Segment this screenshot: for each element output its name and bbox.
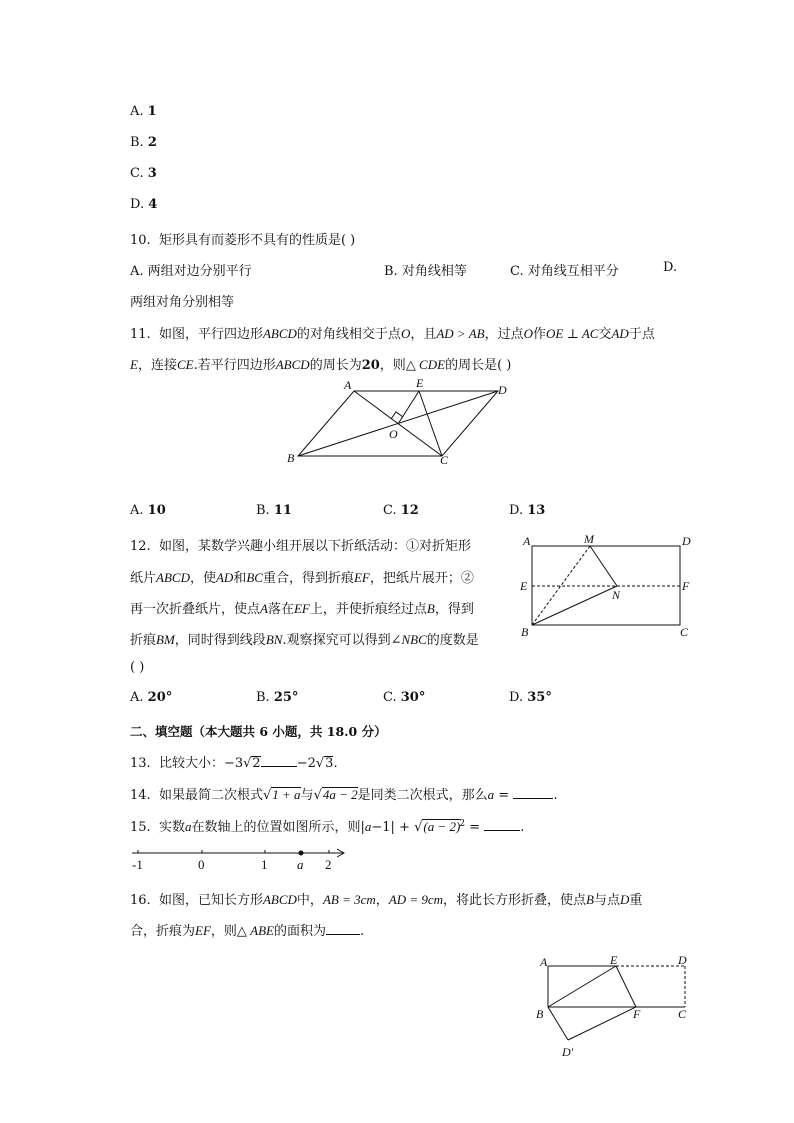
q12-label-d: D (682, 534, 691, 548)
q11-option-b: B. 11 (256, 503, 292, 518)
q13-answer-blank[interactable] (261, 754, 297, 767)
q12-label-a: A (523, 534, 531, 548)
q12-line1: 12. 如图，某数学兴趣小组开展以下折纸活动：①对折矩形 (130, 539, 471, 554)
q16-fold-figure (530, 950, 700, 1065)
q15-tick-label-0: 0 (198, 857, 205, 872)
sqrt-symbol: √ (262, 788, 272, 803)
sqrt-symbol: √ (243, 756, 252, 771)
q11-option-a: A. 10 (130, 503, 166, 518)
q10-option-d-text: 两组对角分别相等 (130, 295, 235, 310)
q12-label-e: E (520, 579, 528, 593)
q11-label-o: O (389, 427, 398, 441)
q12-label-m: M (584, 532, 594, 546)
q14-answer-blank[interactable] (513, 786, 553, 799)
q12-label-b: B (521, 625, 529, 639)
q11-parallelogram-figure (280, 372, 520, 472)
q10-option-d-letter: D. (663, 260, 678, 275)
q12-label-n: N (612, 588, 621, 602)
section2-title: 二、填空题（本大题共 6 小题，共 18.0 分） (130, 724, 387, 739)
q11-label-b: B (287, 451, 295, 465)
q9-option-b: B. 2 (130, 135, 157, 150)
q12-line5: ( ) (130, 660, 145, 675)
q16-label-a: A (540, 955, 548, 969)
sqrt-symbol: √ (414, 820, 423, 835)
q15-tick-label-neg1: -1 (132, 857, 143, 872)
q11-label-a: A (344, 378, 352, 392)
sqrt-symbol: √ (313, 788, 322, 803)
q15-tick-label-2: 2 (325, 857, 332, 872)
q12-fold-figure (515, 530, 700, 642)
q11-stem-line2: E，连接CE.若平行四边形ABCD的周长为20，则△ CDE的周长是( ) (130, 357, 512, 373)
q10-option-c: C. 对角线互相平分 (510, 264, 619, 279)
q15-answer-blank[interactable] (484, 818, 520, 831)
q12-line3: 再一次折叠纸片，使点A落在EF上，并使折痕经过点B，得到 (130, 601, 474, 617)
q9-option-a: A. 1 (130, 104, 157, 119)
q11-option-c: C. 12 (383, 503, 419, 518)
q16-label-dprime: D′ (562, 1045, 574, 1059)
q16-label-f: F (633, 1007, 641, 1021)
q16-label-c: C (678, 1007, 687, 1021)
q12-line2: 纸片ABCD，使AD和BC重合，得到折痕EF，把纸片展开；② (130, 570, 474, 586)
q11-label-e: E (416, 376, 424, 390)
q12-option-a: A. 20° (130, 690, 173, 705)
q12-option-d: D. 35° (509, 690, 552, 705)
q15-number-line (128, 844, 353, 874)
q15-point-label-a: a (297, 857, 304, 872)
q15-tick-label-1: 1 (261, 857, 268, 872)
q12-option-b: B. 25° (256, 690, 299, 705)
q12-label-c: C (680, 625, 689, 639)
q14: 14. 如果最简二次根式√1 + a与√4a − 2是同类二次根式，那么a = . (130, 787, 558, 803)
q12-option-c: C. 30° (383, 690, 426, 705)
q11-option-d: D. 13 (509, 503, 546, 518)
q16-label-d: D (678, 953, 687, 967)
q11-stem-line1: 11. 如图，平行四边形ABCD的对角线相交于点O，且AD > AB，过点O作OE ⊥ AC交AD于点 (130, 326, 655, 342)
q16-label-b: B (536, 1007, 544, 1021)
q16-line1: 16. 如图，已知长方形ABCD中，AB = 3cm，AD = 9cm，将此长方形折叠，使点B与点D重 (130, 892, 643, 908)
q11-label-c: C (440, 453, 449, 467)
q12-line4: 折痕BM，同时得到线段BN.观察探究可以得到∠NBC的度数是 (130, 632, 479, 648)
q10-stem: 10. 矩形具有而菱形不具有的性质是( ) (130, 233, 356, 248)
q12-label-f: F (682, 579, 690, 593)
q16-answer-blank[interactable] (326, 922, 360, 935)
q10-option-b: B. 对角线相等 (384, 264, 467, 279)
sqrt-symbol: √ (315, 756, 325, 771)
q9-option-d: D. 4 (130, 197, 158, 212)
q15-point-a (299, 851, 304, 856)
q16-label-e: E (610, 953, 618, 967)
q10-option-a: A. 两组对边分别平行 (130, 264, 252, 279)
q11-label-d: D (498, 383, 507, 397)
q15: 15. 实数a在数轴上的位置如图所示，则$|a-1| + √(a - 2)^2$ = . (130, 818, 525, 835)
q16-line2: 合，折痕为EF，则△ ABE的面积为 . (130, 923, 365, 939)
q9-option-c: C. 3 (130, 166, 157, 181)
q13: 13. 比较大小：−3√2 −2√3. (130, 756, 338, 771)
